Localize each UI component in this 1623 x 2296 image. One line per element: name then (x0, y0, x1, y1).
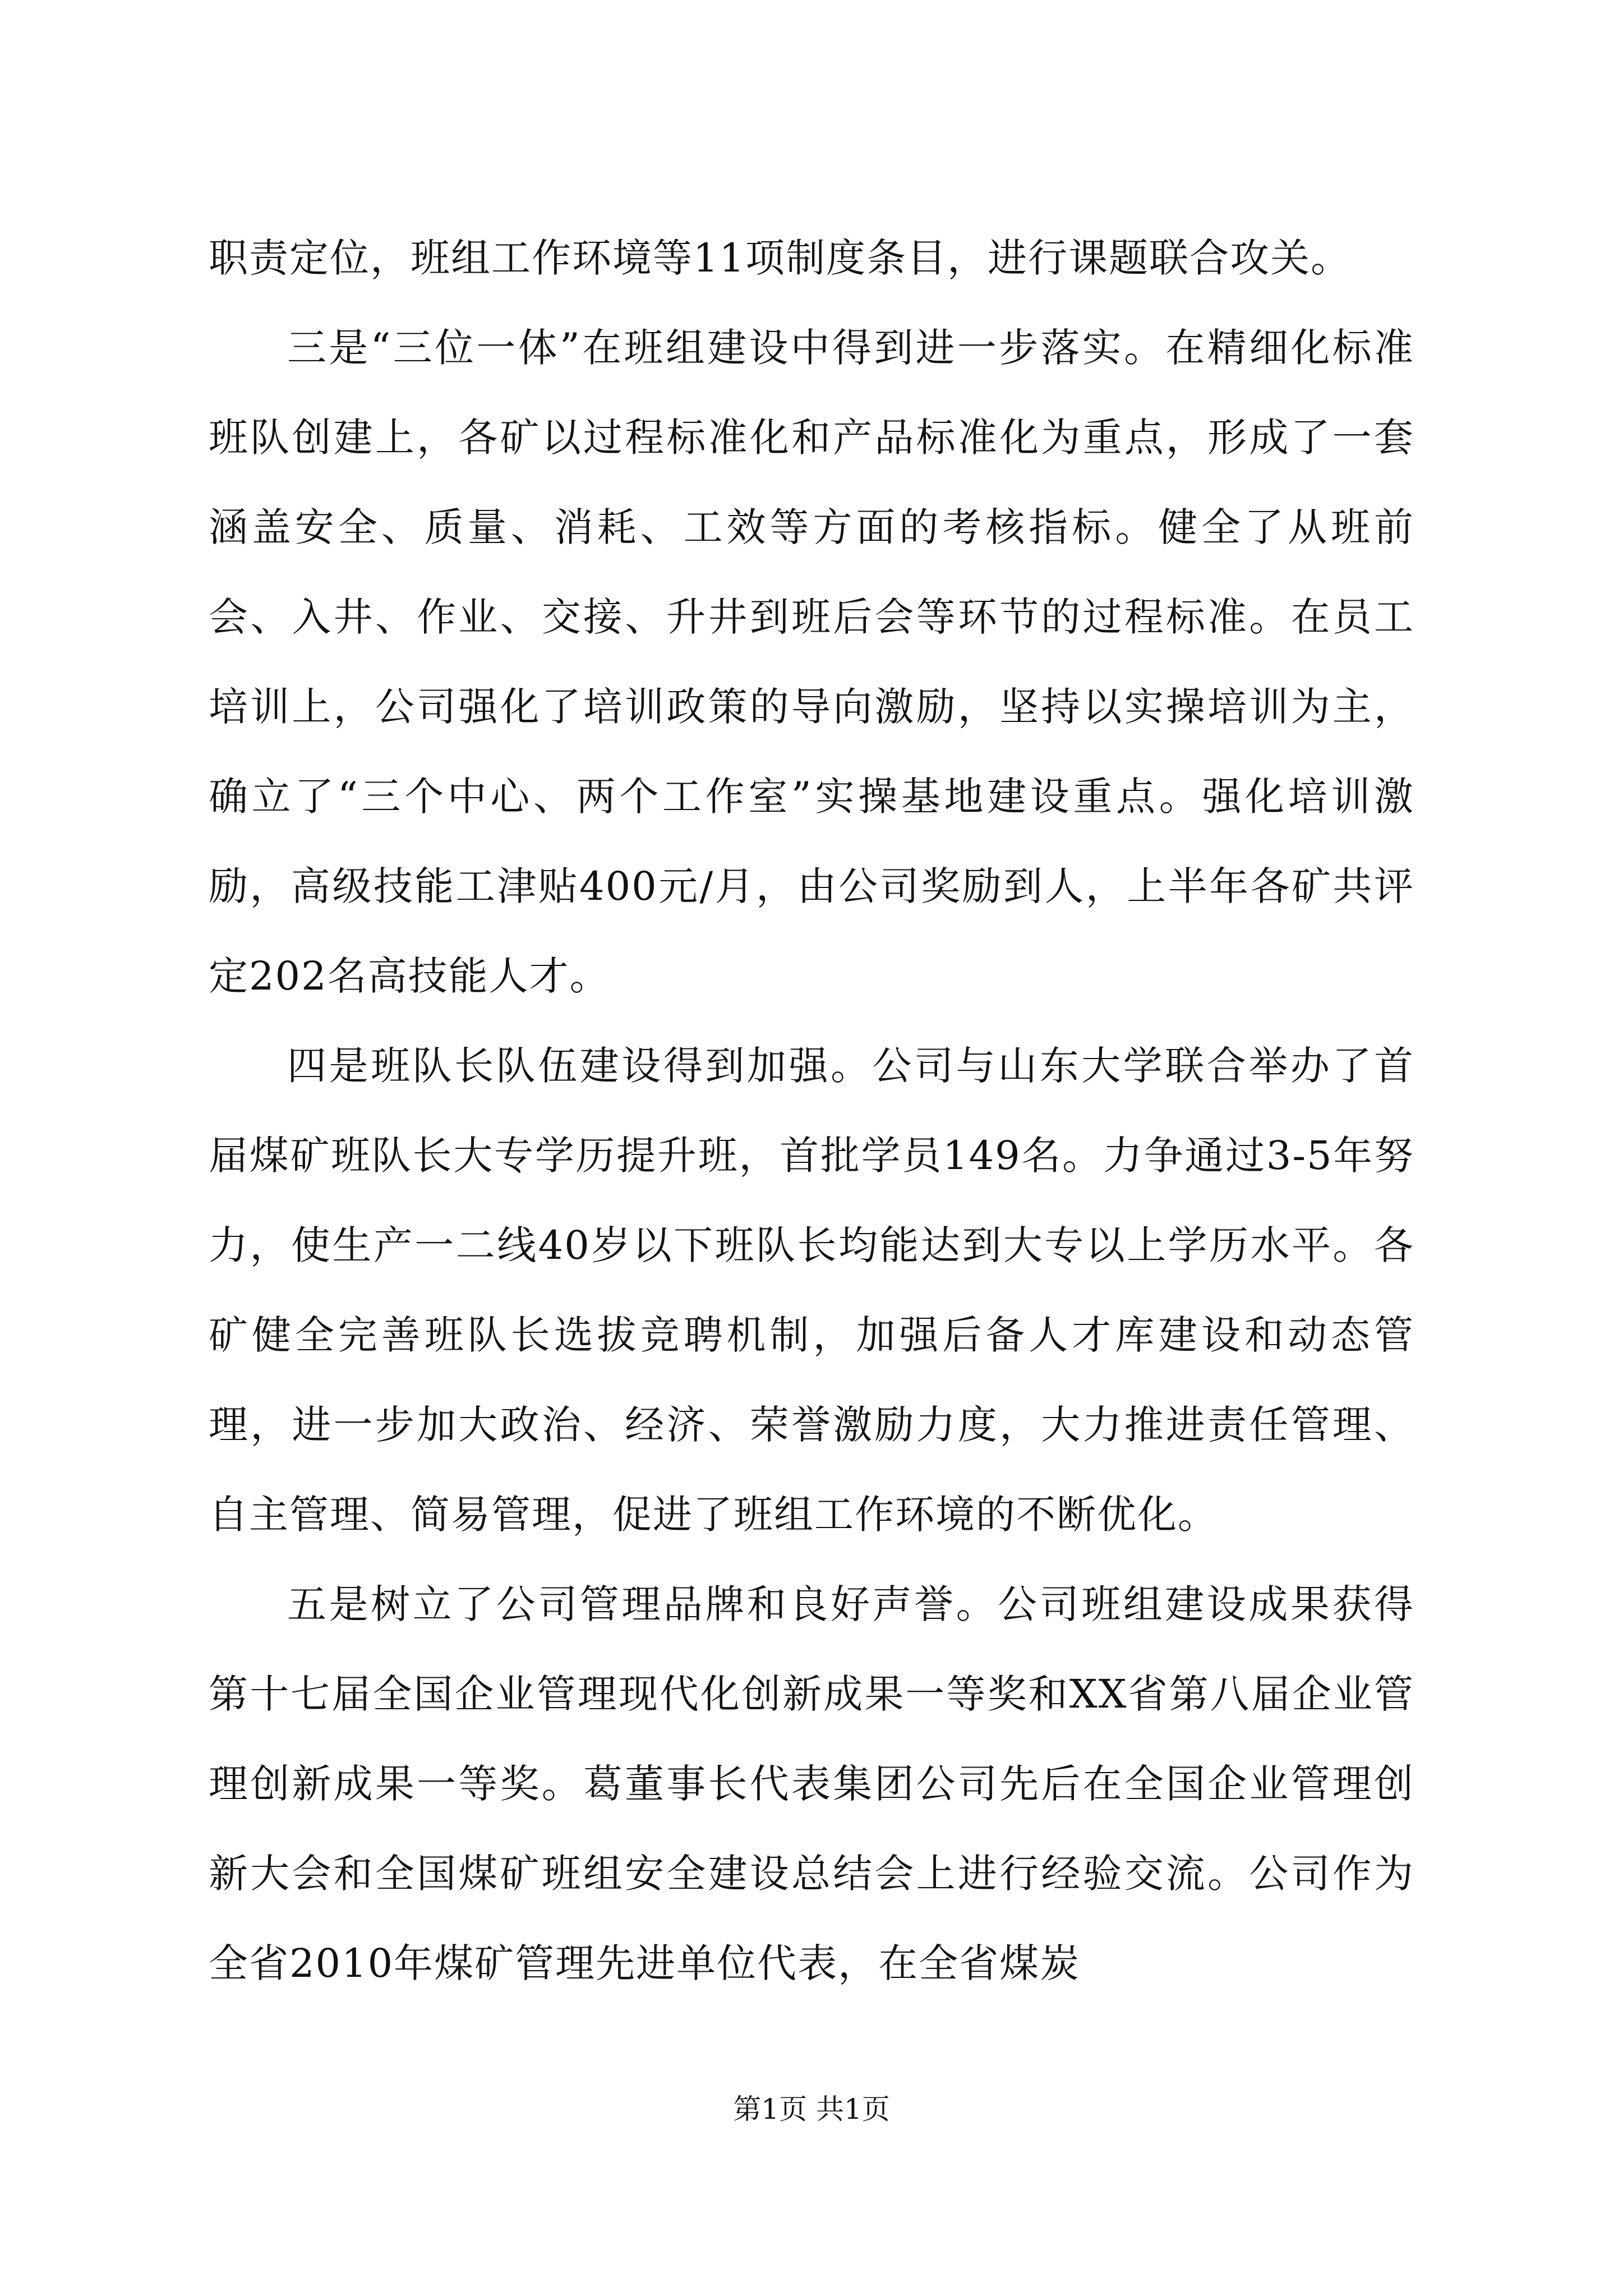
document-body (209, 213, 1414, 2008)
paragraph-4: 五是树立了公司管理品牌和良好声誉。公司班组建设成果获得第十七届全国企业管理现代化创新成果一等奖和XX省第八届企业管理创新成果一等奖。葛董事长代表集团公司先后在全国企业管理创新大会和全国煤矿班组安全建设总结会上进行经验交流。公司作为全省2010年煤矿管理先进单位代表，在全省煤炭 (209, 1581, 1414, 1986)
paragraph-1: 职责定位，班组工作环境等11项制度条目，进行课题联合攻关。 (209, 235, 1352, 281)
paragraph-2: 三是“三位一体”在班组建设中得到进一步落实。在精细化标准班队创建上，各矿以过程标准化和产品标准化为重点，形成了一套涵盖安全、质量、消耗、工效等方面的考核指标。健全了从班前会、入井、作业、交接、升井到班后会等环节的过程标准。在员工培训上，公司强化了培训政策的导向激励，坚持以实操培训为主，确立了“三个中心、两个工作室”实操基地建设重点。强化培训激励，高级技能工津贴400元/月，由公司奖励到人，上半年各矿共评定202名高技能人才。 (209, 325, 1414, 999)
paragraph-3: 四是班队长队伍建设得到加强。公司与山东大学联合举办了首届煤矿班队长大专学历提升班，首批学员149名。力争通过3-5年努力，使生产一二线40岁以下班队长均能达到大专以上学历水平。各矿健全完善班队长选拔竞聘机制，加强后备人才库建设和动态管理，进一步加大政治、经济、荣誉激励力度，大力推进责任管理、自主管理、简易管理，促进了班组工作环境的不断优化。 (209, 1043, 1414, 1538)
page-footer: 第1页 共1页 (733, 2093, 890, 2125)
